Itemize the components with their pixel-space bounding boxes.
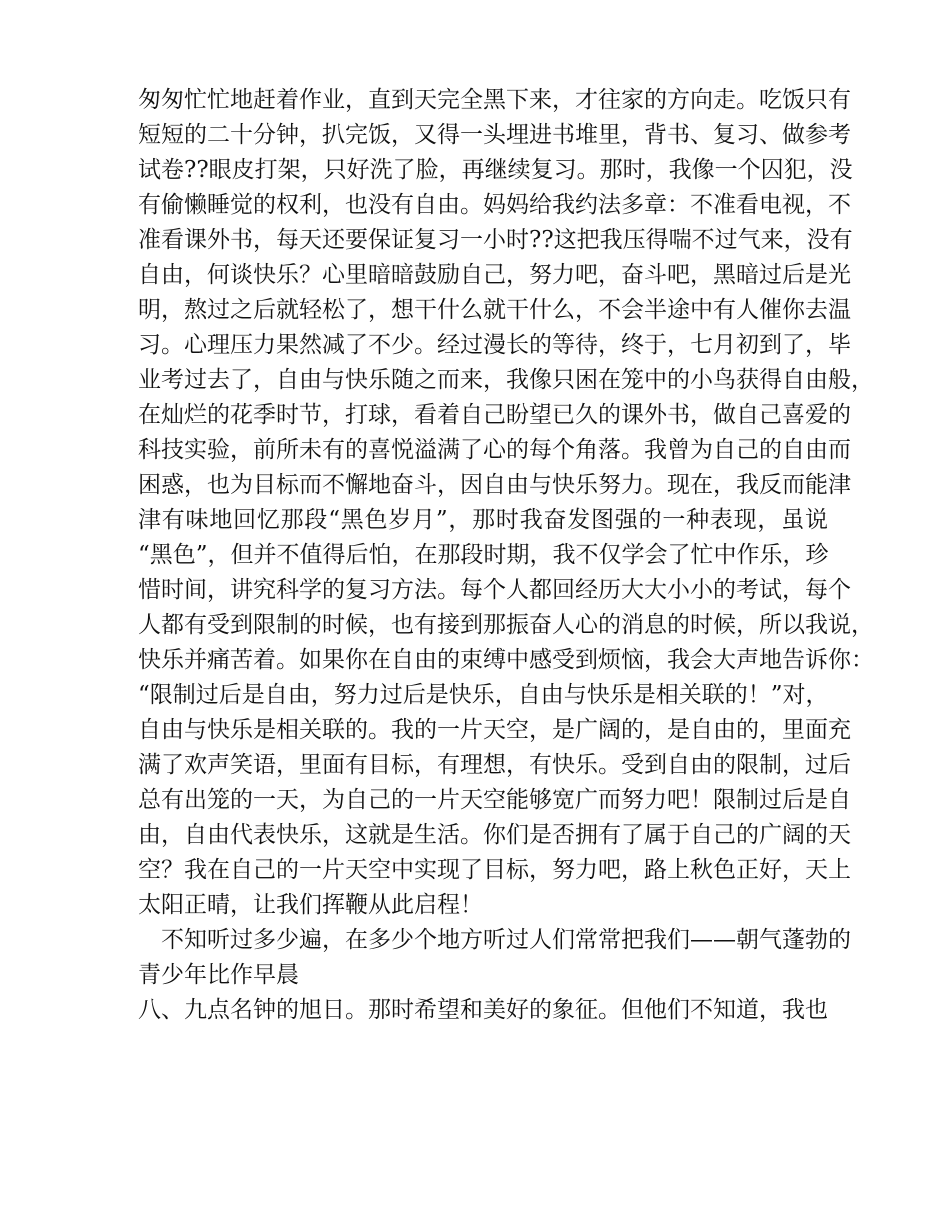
- text-line: 满了欢声笑语，里面有目标，有理想，有快乐。受到自由的限制，过后: [138, 752, 851, 778]
- text-line: 惜时间，讲究科学的复习方法。每个人都回经历大大小小的考试，每个: [138, 577, 851, 603]
- text-line: “限制过后是自由，努力过后是快乐，自由与快乐是相关联的！”对，: [138, 682, 829, 708]
- text-line: 匆匆忙忙地赶着作业，直到天完全黑下来，才往家的方向走。吃饭只有: [138, 87, 851, 113]
- text-line: “黑色”，但并不值得后怕，在那段时期，我不仅学会了忙中作乐，珍: [138, 542, 829, 568]
- text-line: 在灿烂的花季时节，打球，看着自己盼望已久的课外书，做自己喜爱的: [138, 402, 851, 428]
- text-line: 准看课外书，每天还要保证复习一小时??这把我压得喘不过气来，没有: [138, 227, 853, 253]
- text-line: 由，自由代表快乐，这就是生活。你们是否拥有了属于自己的广阔的天: [138, 822, 851, 848]
- text-line: 困惑，也为目标而不懈地奋斗，因自由与快乐努力。现在，我反而能津: [138, 472, 851, 498]
- text-line: 八、九点名钟的旭日。那时希望和美好的象征。但他们不知道，我也: [138, 997, 828, 1023]
- text-line: 空？我在自己的一片天空中实现了目标，努力吧，路上秋色正好，天上: [138, 857, 851, 883]
- text-line: 自由与快乐是相关联的。我的一片天空，是广阔的，是自由的，里面充: [138, 717, 851, 743]
- text-line: 试卷??眼皮打架，只好洗了脸，再继续复习。那时，我像一个囚犯，没: [138, 157, 853, 183]
- text-line: 明，熬过之后就轻松了，想干什么就干什么，不会半途中有人催你去温: [138, 297, 851, 323]
- text-line: 青少年比作早晨: [138, 962, 299, 988]
- text-line: 业考过去了，自由与快乐随之而来，我像只困在笼中的小鸟获得自由般，: [138, 367, 874, 393]
- text-line: 习。心理压力果然减了不少。经过漫长的等待，终于，七月初到了，毕: [138, 332, 851, 358]
- text-line: 自由，何谈快乐？心里暗暗鼓励自己，努力吧，奋斗吧，黑暗过后是光: [138, 262, 851, 288]
- text-line: 不知听过多少遍，在多少个地方听过人们常常把我们——朝气蓬勃的: [138, 927, 851, 953]
- text-line: 津有味地回忆那段“黑色岁月”，那时我奋发图强的一种表现，虽说: [138, 507, 828, 533]
- text-line: 科技实验，前所未有的喜悦溢满了心的每个角落。我曾为自己的自由而: [138, 437, 851, 463]
- text-line: 快乐并痛苦着。如果你在自由的束缚中感受到烦恼，我会大声地告诉你：: [138, 647, 874, 673]
- text-line: 总有出笼的一天，为自己的一片天空能够宽广而努力吧！限制过后是自: [138, 787, 851, 813]
- essay-text-block: [138, 83, 874, 1028]
- text-line: 短短的二十分钟，扒完饭，又得一头埋进书堆里，背书、复习、做参考: [138, 122, 851, 148]
- text-line: 人都有受到限制的时候，也有接到那振奋人心的消息的时候，所以我说，: [138, 612, 874, 638]
- text-line: 太阳正晴，让我们挥鞭从此启程！: [138, 892, 483, 918]
- text-line: 有偷懒睡觉的权利，也没有自由。妈妈给我约法多章：不准看电视，不: [138, 192, 851, 218]
